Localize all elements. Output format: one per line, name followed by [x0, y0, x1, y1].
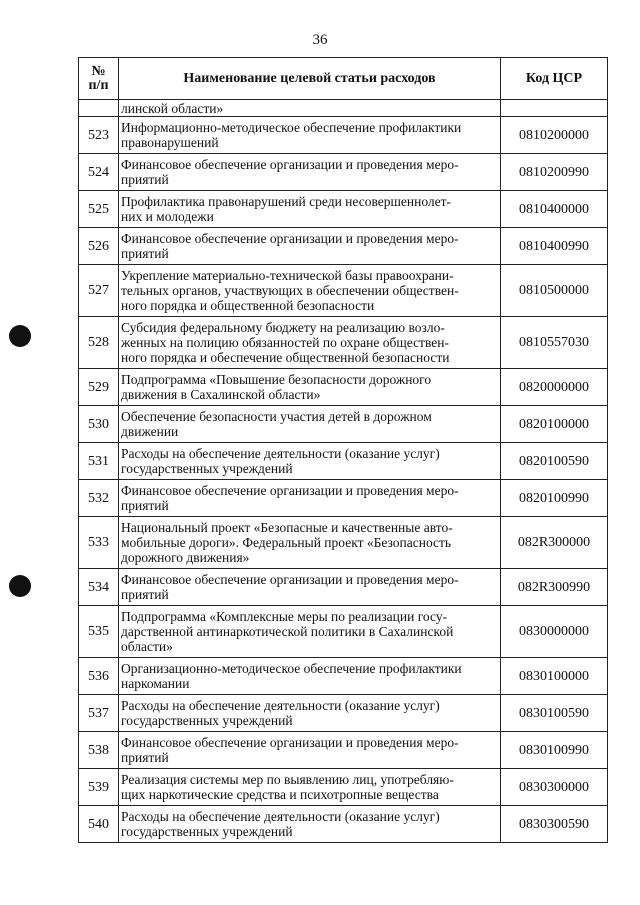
table-row	[79, 732, 608, 769]
cell-name-line: ного порядка и обеспечение общественной безопасности	[121, 350, 450, 365]
cell-code: 0830300590	[501, 806, 608, 843]
cell-code: 0810500000	[501, 265, 608, 317]
cell-name-line: Национальный проект «Безопасные и качественные авто-	[121, 520, 453, 535]
cell-num: 525	[79, 191, 119, 228]
cell-name	[119, 769, 501, 806]
cell-name	[119, 369, 501, 406]
cell-name-line: государственных учреждений	[121, 713, 293, 728]
table-row	[79, 406, 608, 443]
cell-name-line: Расходы на обеспечение деятельности (оказание услуг)	[121, 446, 440, 461]
punch-hole	[9, 325, 31, 347]
cell-name-line: государственных учреждений	[121, 461, 293, 476]
cell-num: 540	[79, 806, 119, 843]
table-row	[79, 569, 608, 606]
cell-name-line: Финансовое обеспечение организации и проведения меро-	[121, 572, 459, 587]
table-row	[79, 369, 608, 406]
table-row	[79, 695, 608, 732]
table-row	[79, 443, 608, 480]
cell-name	[119, 569, 501, 606]
cell-code: 0810200990	[501, 154, 608, 191]
cell-name-line: Информационно-методическое обеспечение профилактики	[121, 120, 462, 135]
table-row	[79, 806, 608, 843]
cell-code: 0810400000	[501, 191, 608, 228]
cell-code: 0810200000	[501, 117, 608, 154]
cell-num: 531	[79, 443, 119, 480]
cell-num: 523	[79, 117, 119, 154]
cell-name-line: дарственной антинаркотической политики в Сахалинской	[121, 624, 454, 639]
cell-code: 0820100590	[501, 443, 608, 480]
cell-name-line: приятий	[121, 587, 169, 602]
cell-name-line: приятий	[121, 246, 169, 261]
cell-name	[119, 265, 501, 317]
expense-table	[78, 57, 608, 843]
table-body	[79, 100, 608, 843]
cell-code: 0830100590	[501, 695, 608, 732]
cell-code: 0820100000	[501, 406, 608, 443]
cell-name-line: Расходы на обеспечение деятельности (оказание услуг)	[121, 698, 440, 713]
cell-name-line: Обеспечение безопасности участия детей в дорожном	[121, 409, 432, 424]
table-row	[79, 265, 608, 317]
cell-name	[119, 658, 501, 695]
punch-hole	[9, 575, 31, 597]
cell-name-line: мобильные дороги». Федеральный проект «Безопасность	[121, 535, 452, 550]
cell-code: 0810400990	[501, 228, 608, 265]
cell-code: 0830300000	[501, 769, 608, 806]
cell-name	[119, 191, 501, 228]
cell-name	[119, 317, 501, 369]
table-row	[79, 154, 608, 191]
cell-name-line: Финансовое обеспечение организации и проведения меро-	[121, 157, 459, 172]
cell-name	[119, 517, 501, 569]
cell-num: 535	[79, 606, 119, 658]
cell-name	[119, 154, 501, 191]
cell-code: 0830000000	[501, 606, 608, 658]
cell-num: 538	[79, 732, 119, 769]
table-row	[79, 517, 608, 569]
header-num: № п/п	[79, 58, 119, 100]
cell-name-line: ного порядка и общественной безопасности	[121, 298, 375, 313]
cell-name-line: области»	[121, 639, 173, 654]
header-code: Код ЦСР	[501, 58, 608, 100]
cell-code: 082R300990	[501, 569, 608, 606]
table-header-row	[79, 58, 608, 100]
cell-name	[119, 695, 501, 732]
cell-name-line: движении	[121, 424, 179, 439]
cell-code: 0810557030	[501, 317, 608, 369]
cell-name: линской области»	[119, 100, 501, 117]
cell-name-line: Подпрограмма «Комплексные меры по реализации госу-	[121, 609, 448, 624]
table-row	[79, 228, 608, 265]
cell-num: 539	[79, 769, 119, 806]
cell-code: 0820100990	[501, 480, 608, 517]
cell-name-line: Расходы на обеспечение деятельности (оказание услуг)	[121, 809, 440, 824]
cell-num	[79, 100, 119, 117]
cell-code: 082R300000	[501, 517, 608, 569]
table-row	[79, 480, 608, 517]
header-name: Наименование целевой статьи расходов	[119, 58, 501, 100]
cell-name	[119, 606, 501, 658]
cell-name-line: них и молодежи	[121, 209, 214, 224]
cell-name-line: Профилактика правонарушений среди несовершеннолет-	[121, 194, 452, 209]
cell-name-line: Субсидия федеральному бюджету на реализацию возло-	[121, 320, 445, 335]
cell-num: 528	[79, 317, 119, 369]
cell-name-line: женных на полицию обязанностей по охране обществен-	[121, 335, 449, 350]
cell-name-line: Финансовое обеспечение организации и проведения меро-	[121, 483, 459, 498]
continuation-row	[79, 100, 608, 117]
cell-name-line: наркомании	[121, 676, 190, 691]
cell-name	[119, 228, 501, 265]
cell-name-line: Подпрограмма «Повышение безопасности дорожного	[121, 372, 432, 387]
cell-name-line: тельных органов, участвующих в обеспечении обществен-	[121, 283, 459, 298]
table-row	[79, 117, 608, 154]
cell-num: 536	[79, 658, 119, 695]
cell-name-line: Реализация системы мер по выявлению лиц, употребляю-	[121, 772, 454, 787]
cell-name-line: приятий	[121, 172, 169, 187]
cell-name-line: государственных учреждений	[121, 824, 293, 839]
cell-name	[119, 806, 501, 843]
cell-name	[119, 443, 501, 480]
cell-name-line: Укрепление материально-технической базы правоохрани-	[121, 268, 454, 283]
cell-name	[119, 732, 501, 769]
cell-num: 526	[79, 228, 119, 265]
cell-num: 530	[79, 406, 119, 443]
cell-name-line: приятий	[121, 498, 169, 513]
cell-code: 0830100000	[501, 658, 608, 695]
cell-code	[501, 100, 608, 117]
table-row	[79, 317, 608, 369]
cell-num: 533	[79, 517, 119, 569]
cell-num: 537	[79, 695, 119, 732]
cell-code: 0830100990	[501, 732, 608, 769]
cell-num: 524	[79, 154, 119, 191]
cell-num: 527	[79, 265, 119, 317]
page-number: 36	[312, 32, 328, 48]
cell-num: 529	[79, 369, 119, 406]
cell-num: 532	[79, 480, 119, 517]
table-row	[79, 658, 608, 695]
cell-name	[119, 117, 501, 154]
table-row	[79, 769, 608, 806]
cell-name	[119, 406, 501, 443]
cell-name-line: Организационно-методическое обеспечение профилактики	[121, 661, 462, 676]
cell-name-line: движения в Сахалинской области»	[121, 387, 321, 402]
cell-name-line: щих наркотические средства и психотропные вещества	[121, 787, 439, 802]
table-row	[79, 191, 608, 228]
cell-name-line: Финансовое обеспечение организации и проведения меро-	[121, 735, 459, 750]
cell-num: 534	[79, 569, 119, 606]
cell-code: 0820000000	[501, 369, 608, 406]
cell-name	[119, 480, 501, 517]
cell-name-line: правонарушений	[121, 135, 219, 150]
cell-name-line: приятий	[121, 750, 169, 765]
cell-name-line: Финансовое обеспечение организации и проведения меро-	[121, 231, 459, 246]
cell-name-line: дорожного движения»	[121, 550, 250, 565]
table-row	[79, 606, 608, 658]
